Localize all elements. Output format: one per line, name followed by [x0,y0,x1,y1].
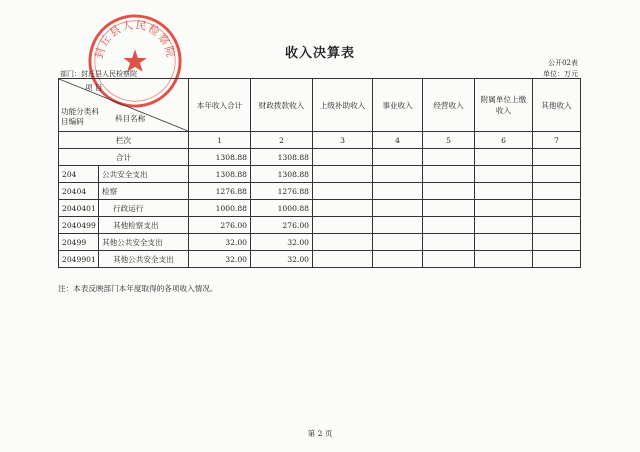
row-total: 1308.88 [189,149,251,166]
row-name: 合计 [59,149,189,166]
page-title: 收入决算表 [284,46,355,61]
row-total: 1000.88 [189,200,251,217]
row-code: 204 [59,166,99,183]
column-number: 2 [251,132,313,149]
row-name: 公共安全支出 [99,166,189,183]
table-row [59,183,581,200]
header-col-7: 其他收入 [533,79,581,132]
row-total: 32.00 [189,251,251,268]
column-number: 3 [313,132,373,149]
row-code: 2049901 [59,251,99,268]
header-col-2: 财政拨款收入 [251,79,313,132]
header-item: 项 目 [85,83,103,92]
table-row [59,251,581,268]
header-col-4: 事业收入 [373,79,423,132]
column-number-row [59,132,581,149]
table-row [59,166,581,183]
header-col-3: 上级补助收入 [313,79,373,132]
row-name: 行政运行 [99,200,189,217]
column-number-label: 栏次 [59,132,189,149]
income-table [58,78,581,268]
header-item-cell [59,79,189,132]
row-fiscal: 32.00 [251,234,313,251]
svg-text:封丘县人民检察院: 封丘县人民检察院 [92,18,178,60]
row-code: 2040401 [59,200,99,217]
column-number: 5 [423,132,475,149]
page-number: 第 2 页 [307,429,333,438]
row-code: 2040499 [59,217,99,234]
unit-label: 单位：万元 [543,70,578,78]
row-fiscal: 32.00 [251,251,313,268]
header-name: 科目名称 [115,114,146,123]
row-name: 其他公共安全支出 [99,251,189,268]
header-row [59,79,581,132]
row-fiscal: 276.00 [251,217,313,234]
header-col-1: 本年收入合计 [189,79,251,132]
table-row [59,234,581,251]
row-fiscal: 1308.88 [251,149,313,166]
row-total: 1276.88 [189,183,251,200]
row-fiscal: 1276.88 [251,183,313,200]
table-row [59,217,581,234]
column-number: 6 [475,132,533,149]
row-code: 20499 [59,234,99,251]
table-note: 注：本表反映部门本年度取得的各项收入情况。 [58,284,218,293]
row-name: 检察 [99,183,189,200]
row-total: 32.00 [189,234,251,251]
row-name: 其他公共安全支出 [99,234,189,251]
header-col-5: 经营收入 [423,79,475,132]
table-row [59,149,581,166]
row-fiscal: 1000.88 [251,200,313,217]
row-code: 20404 [59,183,99,200]
column-number: 7 [533,132,581,149]
column-number: 4 [373,132,423,149]
table-row [59,200,581,217]
row-total: 276.00 [189,217,251,234]
column-number: 1 [189,132,251,149]
form-code: 公开02表 [548,59,578,67]
row-total: 1308.88 [189,166,251,183]
row-fiscal: 1308.88 [251,166,313,183]
header-col-6: 附属单位上缴收入 [475,79,533,132]
department-label: 部门：封丘县人民检察院 [60,70,137,78]
row-name: 其他检察支出 [99,217,189,234]
header-code: 功能分类科目编码 [61,107,99,126]
